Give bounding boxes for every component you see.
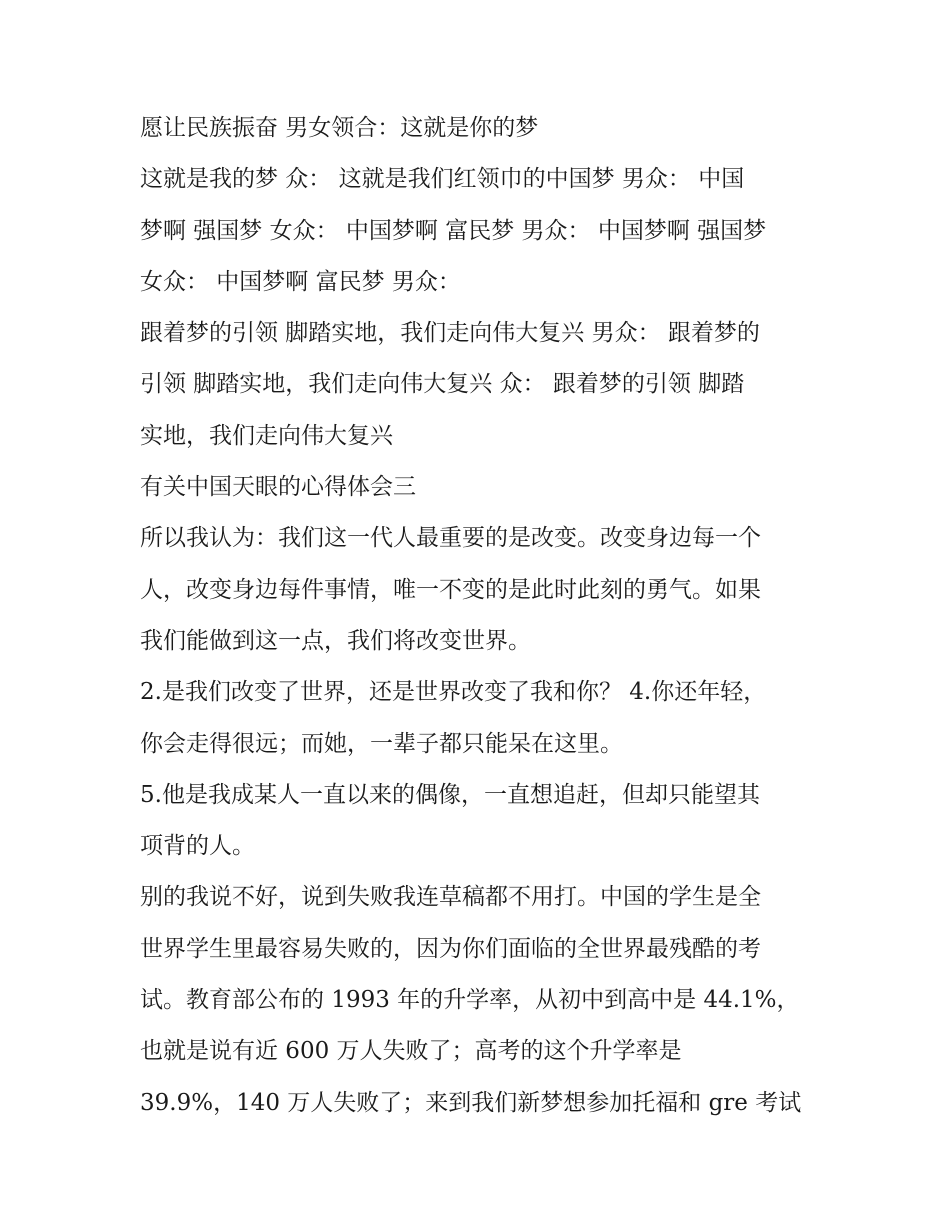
text-line: 愿让民族振奋 男女领合：这就是你的梦 (140, 115, 539, 141)
text-line: 人，改变身边每件事情，唯一不变的是此时此刻的勇气。如果 (140, 576, 761, 603)
text-line: 也就是说有近 600 万人失败了；高考的这个升学率是 (140, 1038, 682, 1065)
text-line: 我们能做到这一点，我们将改变世界。 (140, 627, 531, 654)
text-line: 试。教育部公布的 1993 年的升学率，从初中到高中是 44.1%， (140, 987, 800, 1014)
text-line: 引领 脚踏实地，我们走向伟大复兴 众： 跟着梦的引领 脚踏 (140, 371, 745, 398)
section-heading: 有关中国天眼的心得体会三 (140, 474, 416, 501)
text-line: 5.他是我成某人一直以来的偶像，一直想追赶，但却只能望其 (140, 781, 760, 808)
text-line: 世界学生里最容易失败的，因为你们面临的全世界最残酷的考 (140, 935, 761, 962)
text-line: 梦啊 强国梦 女众： 中国梦啊 富民梦 男众： 中国梦啊 强国梦 (140, 217, 767, 244)
text-line: 实地，我们走向伟大复兴 (140, 422, 393, 449)
text-line: 所以我认为：我们这一代人最重要的是改变。改变身边每一个 (140, 525, 761, 552)
text-line: 别的我说不好，说到失败我连草稿都不用打。中国的学生是全 (140, 884, 761, 911)
text-line: 这就是我的梦 众： 这就是我们红领巾的中国梦 男众： 中国 (140, 166, 745, 193)
text-line: 2.是我们改变了世界，还是世界改变了我和你？ 4.你还年轻， (140, 679, 767, 706)
text-line: 你会走得很远；而她，一辈子都只能呆在这里。 (140, 730, 623, 757)
text-line: 项背的人。 (140, 833, 255, 860)
text-line: 39.9%，140 万人失败了；来到我们新梦想参加托福和 gre 考试 (140, 1089, 802, 1116)
text-line: 女众： 中国梦啊 富民梦 男众： (140, 268, 461, 295)
document-body (140, 108, 820, 1134)
text-line: 跟着梦的引领 脚踏实地，我们走向伟大复兴 男众： 跟着梦的 (140, 320, 760, 347)
